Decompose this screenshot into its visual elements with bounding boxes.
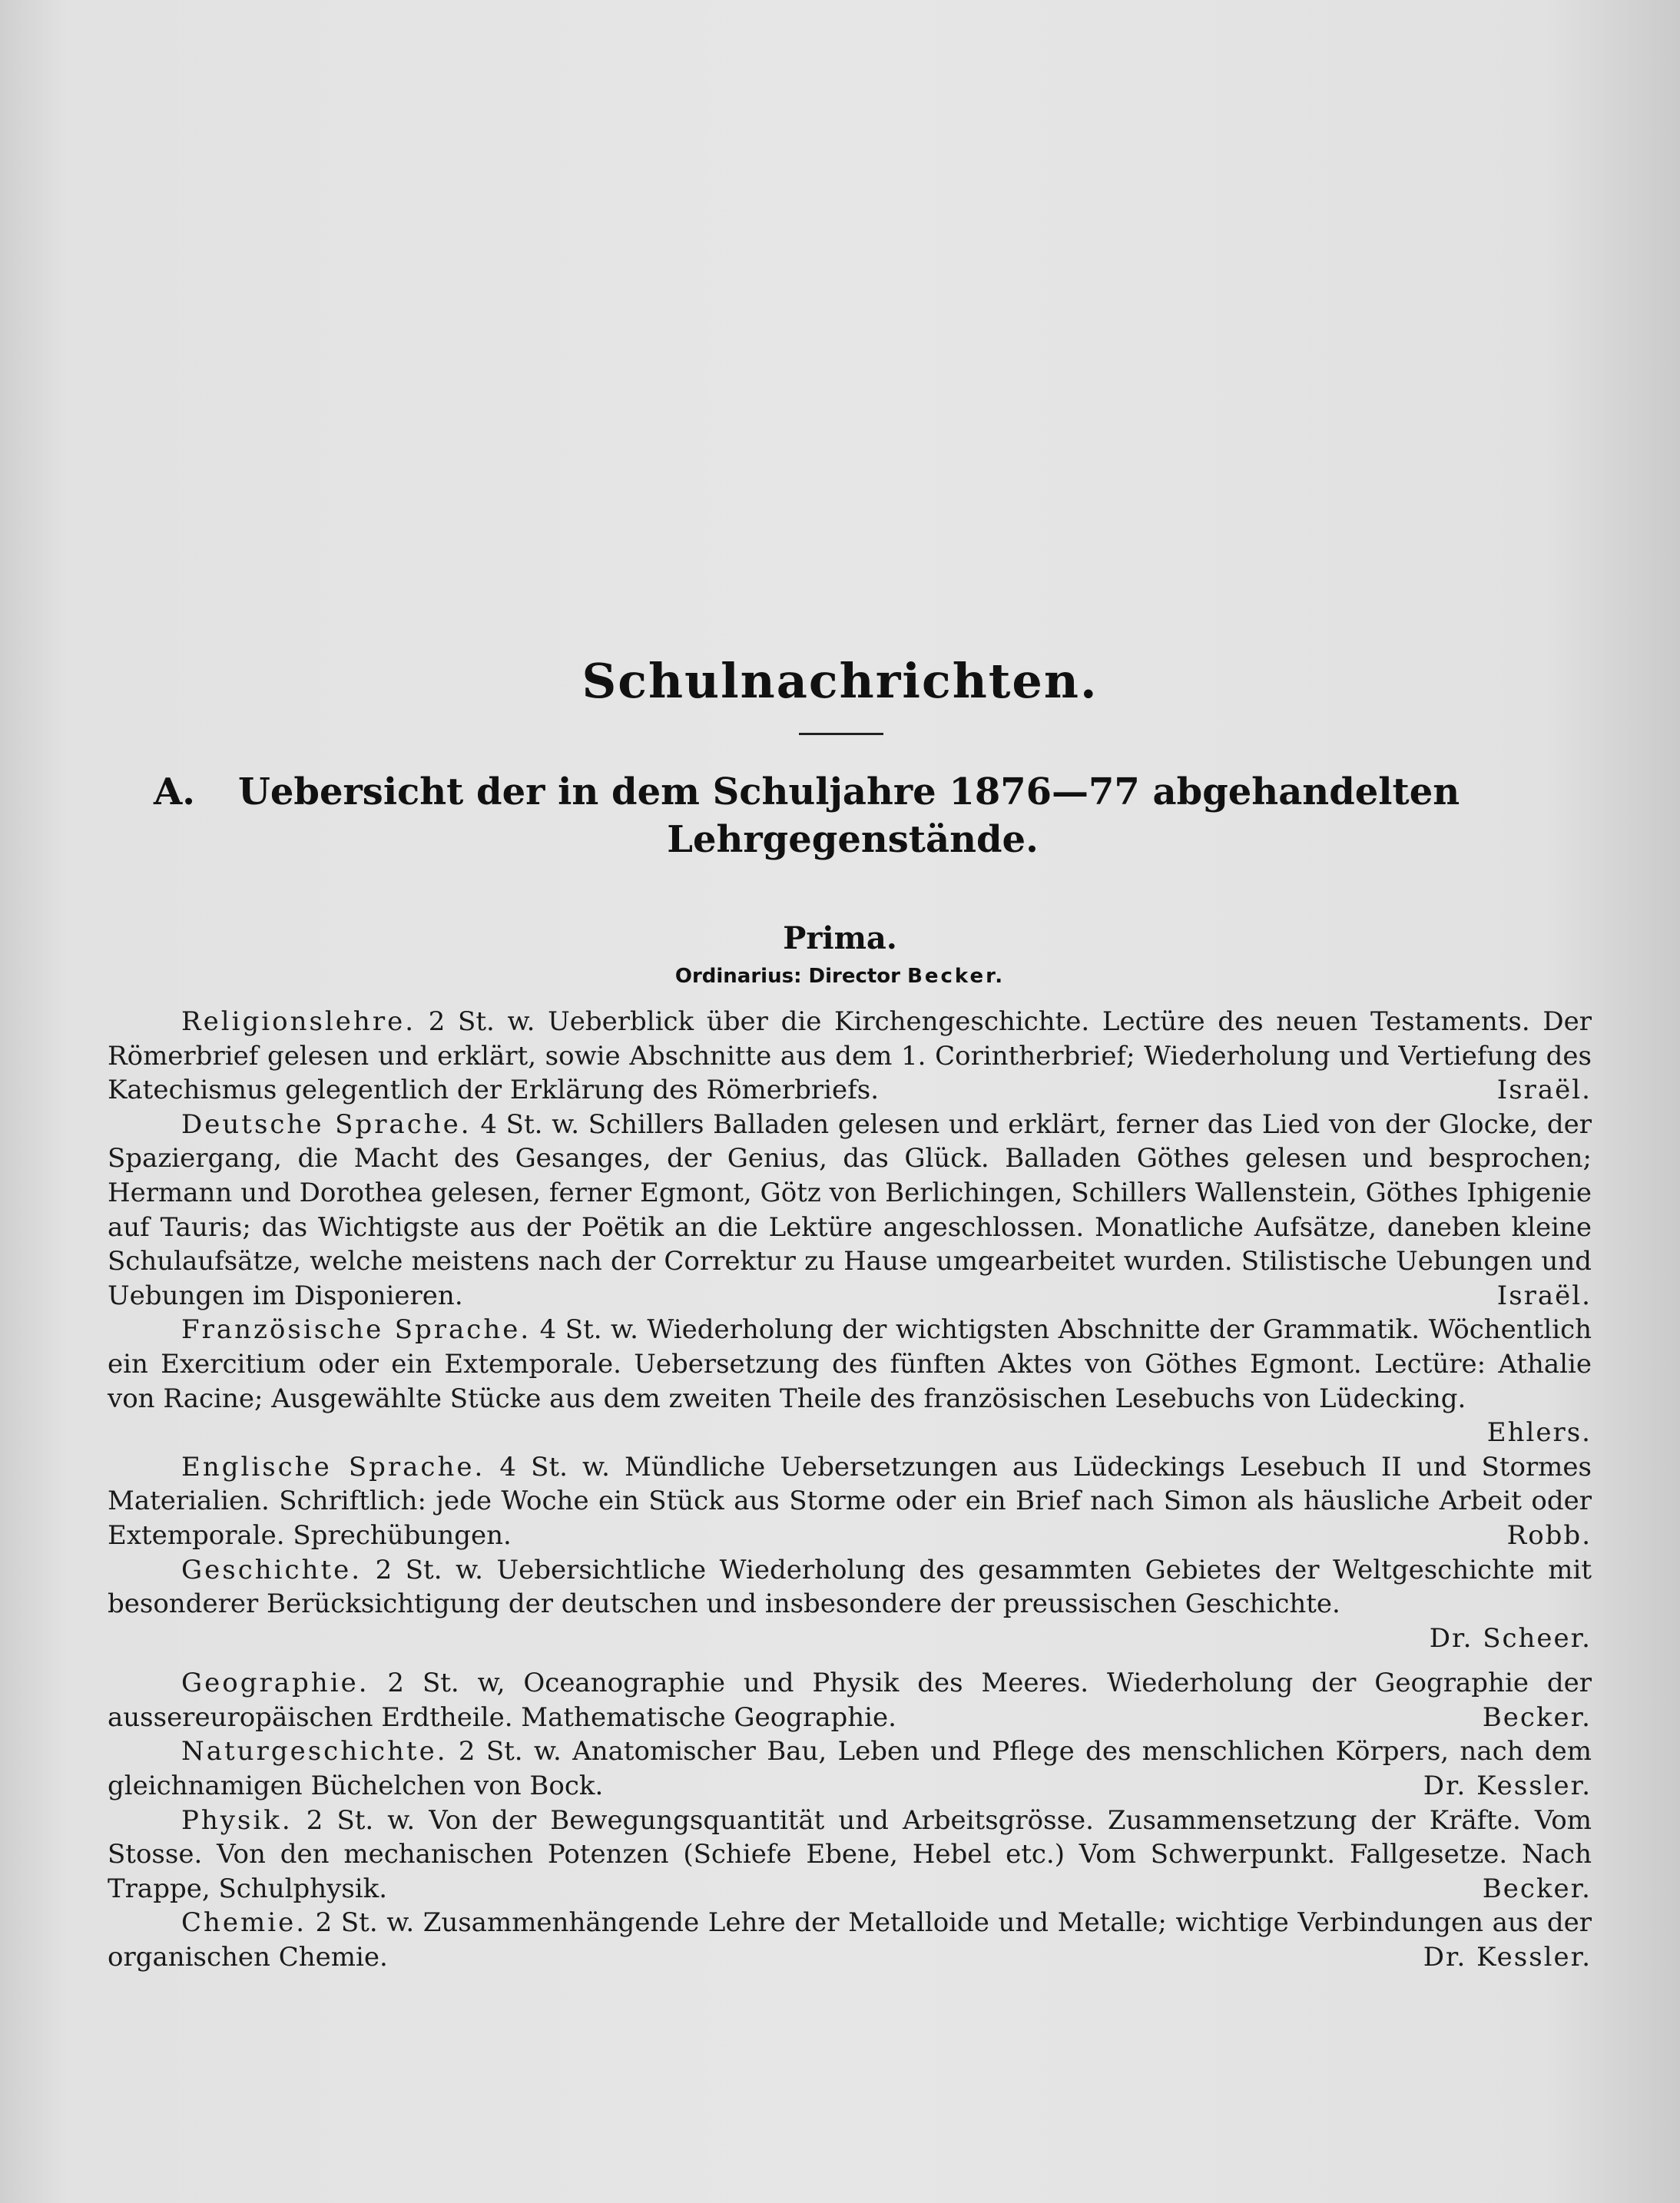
subject-name: Religionslehre. xyxy=(181,1006,416,1037)
subject-text: 2 St. w. Von der Bewegungsquantität und Arbeitsgrösse. Zusammensetzung der Kräfte. Vom Stosse. Von den mechanischen Potenzen (Schiefe Ebene, Hebel etc.) Vom Schwerpunkt. Fallgesetze. Nach Trappe, Schulphysik. xyxy=(108,1804,1592,1904)
subject-teacher: Israël. xyxy=(1496,1075,1592,1106)
subject-geographie xyxy=(108,1666,1592,1734)
subject-name: Deutsche Sprache. xyxy=(181,1108,472,1140)
subject-geschichte xyxy=(108,1553,1592,1656)
subject-teacher: Ehlers. xyxy=(1486,1417,1592,1449)
subject-physik xyxy=(108,1804,1592,1907)
subject-teacher: Dr. Kessler. xyxy=(1423,1771,1592,1802)
subject-name: Geschichte. xyxy=(181,1554,363,1585)
subject-englisch xyxy=(108,1450,1592,1553)
subject-religion xyxy=(108,1005,1592,1108)
section-heading xyxy=(154,768,1598,863)
subject-text: 2 St. w. Anatomischer Bau, Leben und Pflege des menschlichen Körpers, nach dem gleichnamigen Büchelchen von Bock. xyxy=(108,1736,1592,1802)
subject-name: Physik. xyxy=(181,1804,293,1836)
subject-teacher: Dr. Scheer. xyxy=(1429,1622,1592,1654)
subject-name: Naturgeschichte. xyxy=(181,1736,448,1767)
subject-text: 2 St. w. Ueberblick über die Kirchengeschichte. Lectüre des neuen Testaments. Der Römerbrief gelesen und erklärt, sowie Abschnitte aus dem 1. Corintherbrief; Wiederholung und Vertiefung des Katechismus gelegentlich der Erklärung des Römerbriefs. xyxy=(108,1006,1592,1106)
subject-naturgeschichte xyxy=(108,1734,1592,1803)
subject-franzoesisch xyxy=(108,1313,1592,1449)
subject-teacher: Becker. xyxy=(1482,1701,1592,1733)
ordinarius-line xyxy=(0,965,1680,988)
subject-teacher: Becker. xyxy=(1482,1873,1592,1904)
subject-list xyxy=(108,1005,1592,1975)
ordinarius-label: Ordinarius: Director xyxy=(674,965,900,988)
subject-deutsch xyxy=(108,1108,1592,1314)
subject-teacher: Robb. xyxy=(1506,1519,1592,1551)
subject-name: Chemie. xyxy=(181,1907,307,1939)
subject-name: Geographie. xyxy=(181,1668,369,1699)
subject-teacher: Israël. xyxy=(1496,1280,1592,1311)
page-title: Schulnachrichten. xyxy=(582,653,1098,709)
subject-chemie xyxy=(108,1906,1592,1974)
class-heading: Prima. xyxy=(783,920,897,956)
section-heading-line1: Uebersicht der in dem Schuljahre 1876—77 abgehandelten xyxy=(238,770,1460,813)
subject-text: 4 St. w. Mündliche Uebersetzungen aus Lüdeckings Lesebuch II und Stormes Materialien. Schriftlich: jede Woche ein Stück aus Storme oder ein Brief nach Simon als häusliche Arbeit oder Extemporale. Sprechübungen. xyxy=(108,1451,1592,1551)
ordinarius-name: Becker. xyxy=(907,965,1006,988)
subject-text: 2 St. w. Uebersichtliche Wiederholung des gesammten Gebietes der Weltgeschichte mit besonderer Berücksichtigung der deutschen und insbesondere der preussischen Geschichte. xyxy=(108,1554,1592,1620)
subject-text: 2 St. w, Oceanographie und Physik des Meeres. Wiederholung der Geographie der aussereuropäischen Erdtheile. Mathematische Geographie. xyxy=(108,1668,1592,1733)
subject-text: 4 St. w. Wiederholung der wichtigsten Abschnitte der Grammatik. Wöchentlich ein Exercitium oder ein Extemporale. Uebersetzung des fünften Aktes von Göthes Egmont. Lectüre: Athalie von Racine; Ausgewählte Stücke aus dem zweiten Theile des französischen Lesebuchs von Lüdecking. xyxy=(108,1314,1592,1414)
section-letter: A. xyxy=(154,770,195,813)
title-rule xyxy=(799,733,883,735)
subject-teacher: Dr. Kessler. xyxy=(1423,1942,1592,1973)
section-heading-line2: Lehrgegenstände. xyxy=(667,818,1039,861)
subject-name: Französische Sprache. xyxy=(181,1314,532,1346)
subject-text: 2 St. w. Zusammenhängende Lehre der Metalloide und Metalle; wichtige Verbindungen aus der organischen Chemie. xyxy=(108,1907,1592,1973)
subject-text: 4 St. w. Schillers Balladen gelesen und erklärt, ferner das Lied von der Glocke, der Spaziergang, die Macht des Gesanges, der Genius, das Glück. Balladen Göthes gelesen und besprochen; Hermann und Dorothea gelesen, ferner Egmont, Götz von Berlichingen, Schillers Wallenstein, Göthes Iphigenie auf Tauris; das Wichtigste aus der Poëtik an die Lektüre angeschlossen. Monatliche Aufsätze, daneben kleine Schulaufsätze, welche meistens nach der Correktur zu Hause umgearbeitet wurden. Stilistische Uebungen und Uebungen im Disponieren. xyxy=(108,1108,1592,1311)
subject-name: Englische Sprache. xyxy=(181,1451,485,1482)
